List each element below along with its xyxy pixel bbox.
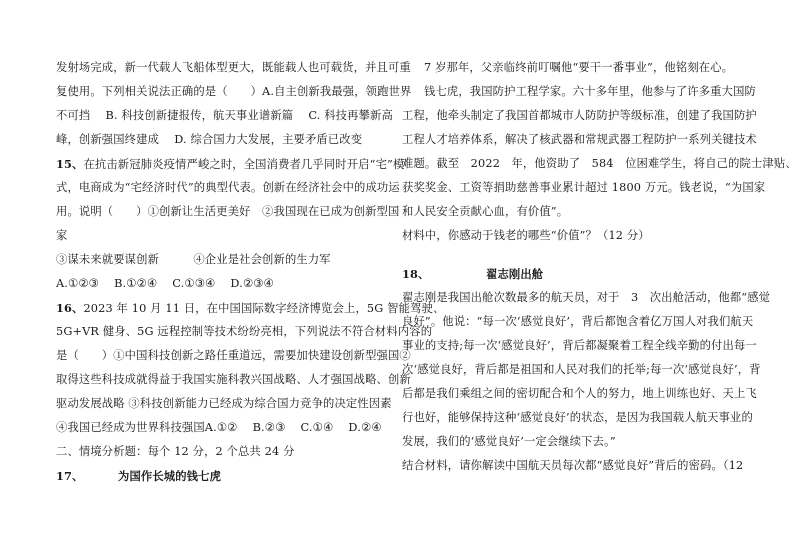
q17-line: 难题。截至 2022 年，他资助了 584 位困难学生，将自己的院士津贴、: [402, 157, 797, 170]
q17-number: 17、: [56, 469, 84, 483]
q18-line: 后都是我们乘组之间的密切配合和个人的努力，地上训练也好、天上飞: [402, 387, 757, 400]
q14-line: 不可挡 B. 科技创新捷报传，航天事业谱新篇 C. 科技再攀新高: [56, 109, 393, 122]
q14-line: 复使用。下列相关说法正确的是（ ）A.自主创新我最强，领跑世界: [56, 85, 412, 98]
q16-line: 取得这些科技成就得益于我国实施科教兴国战略、人才强国战略、创新: [56, 373, 411, 386]
q16-line: 驱动发展战略 ③科技创新能力已经成为综合国力竞争的决定性因素: [56, 397, 392, 410]
q16-options: ④我国已经成为世界科技强国A.①② B.②③ C.①④ D.②④: [56, 421, 382, 434]
section-title: 二、情境分析题：每个 12 分，2 个总共 24 分: [56, 445, 295, 458]
q15-line: ③谋未来就要谋创新 ④企业是社会创新的生力军: [56, 253, 331, 266]
q17-line: 工程，他牵头制定了我国首都城市人防防护等级标准，创建了我国防护: [402, 109, 757, 122]
q15-line: 用。说明（ ）①创新让生活更美好 ②我国现在已成为创新型国: [56, 205, 400, 218]
q15-line: 家: [56, 229, 68, 242]
q17-line: 工程人才培养体系，解决了核武器和常规武器工程防护一系列关键技术: [402, 133, 757, 146]
q18-line: 良好”。他说：“每一次‘感觉良好’，背后都饱含着亿万国人对我们航天: [402, 315, 754, 328]
q16-number: 16、: [56, 301, 84, 315]
q18-line: 行也好，能够保持这种‘感觉良好’的状态，是因为我国载人航天事业的: [402, 411, 753, 424]
q18-line: 翟志刚是我国出舱次数最多的航天员，对于 3 次出舱活动，他都“感觉: [402, 291, 771, 304]
q17-line: 和人民安全贡献心血，有价值”。: [402, 205, 569, 218]
q18-title: 翟志刚出舱: [486, 267, 544, 281]
q15-options: A.①②③ B.①②④ C.①③④ D.②③④: [56, 277, 274, 290]
q14-line: 峰，创新强国终建成 D. 综合国力大发展，主要矛盾已改变: [56, 133, 363, 146]
q16-text: 2023 年 10 月 11 日，在中国国际数字经济博览会上，5G 智能驾驶、: [83, 302, 445, 315]
spacer: [402, 248, 748, 262]
q18-line: 次‘感觉良好，背后都是祖国和人民对我们的托举;每一次‘感觉良好’，背: [402, 363, 761, 376]
q14-line: 发射场完成，新一代载人飞船体型更大，既能载人也可载货，并且可重: [56, 61, 411, 74]
q15-line: 式，电商成为“宅经济时代”的典型代表。创新在经济社会中的成功运: [56, 181, 400, 194]
q17-line: 7 岁那年，父亲临终前叮嘱他“要干一番事业”，他铭刻在心。: [424, 61, 734, 74]
q15-number: 15、: [56, 157, 84, 171]
q18-number: 18、: [402, 267, 430, 281]
q17-heading: [56, 464, 394, 488]
q16-line: 是（ ）①中国科技创新之路任重道远，需要加快建设创新型强国②: [56, 349, 411, 362]
q15-stem: [56, 152, 405, 176]
q18-line: 发展，我们的‘感觉良好’一定会继续下去。”: [402, 435, 616, 448]
q16-line: 5G+VR 健身、5G 远程控制等技术纷纷亮相，下列说法不符合材料内容的: [56, 325, 433, 338]
q15-text: 在抗击新冠肺炎疫情严峻之时，全国消费者几乎同时开启“宅”模: [83, 158, 405, 171]
q18-line: 事业的支持;每一次‘感觉良好’，背后都凝聚着工程全线辛勤的付出每一: [402, 339, 757, 352]
q18-heading: [402, 262, 748, 286]
q17-title: 为国作长城的钱七虎: [118, 469, 222, 483]
right-column: [402, 56, 797, 478]
q17-line: 获奖奖金、工资等捐助慈善事业累计超过 1800 万元。钱老说，“为国家: [402, 181, 766, 194]
q17-question: 材料中，你感动于钱老的哪些“价值”？（12 分）: [402, 229, 650, 242]
q17-line: 钱七虎，我国防护工程学家。六十多年里，他参与了许多重大国防: [424, 85, 756, 98]
q18-question: 结合材料，请你解读中国航天员每次都“感觉良好”背后的密码。（12: [402, 459, 744, 472]
q16-stem: [56, 296, 445, 320]
